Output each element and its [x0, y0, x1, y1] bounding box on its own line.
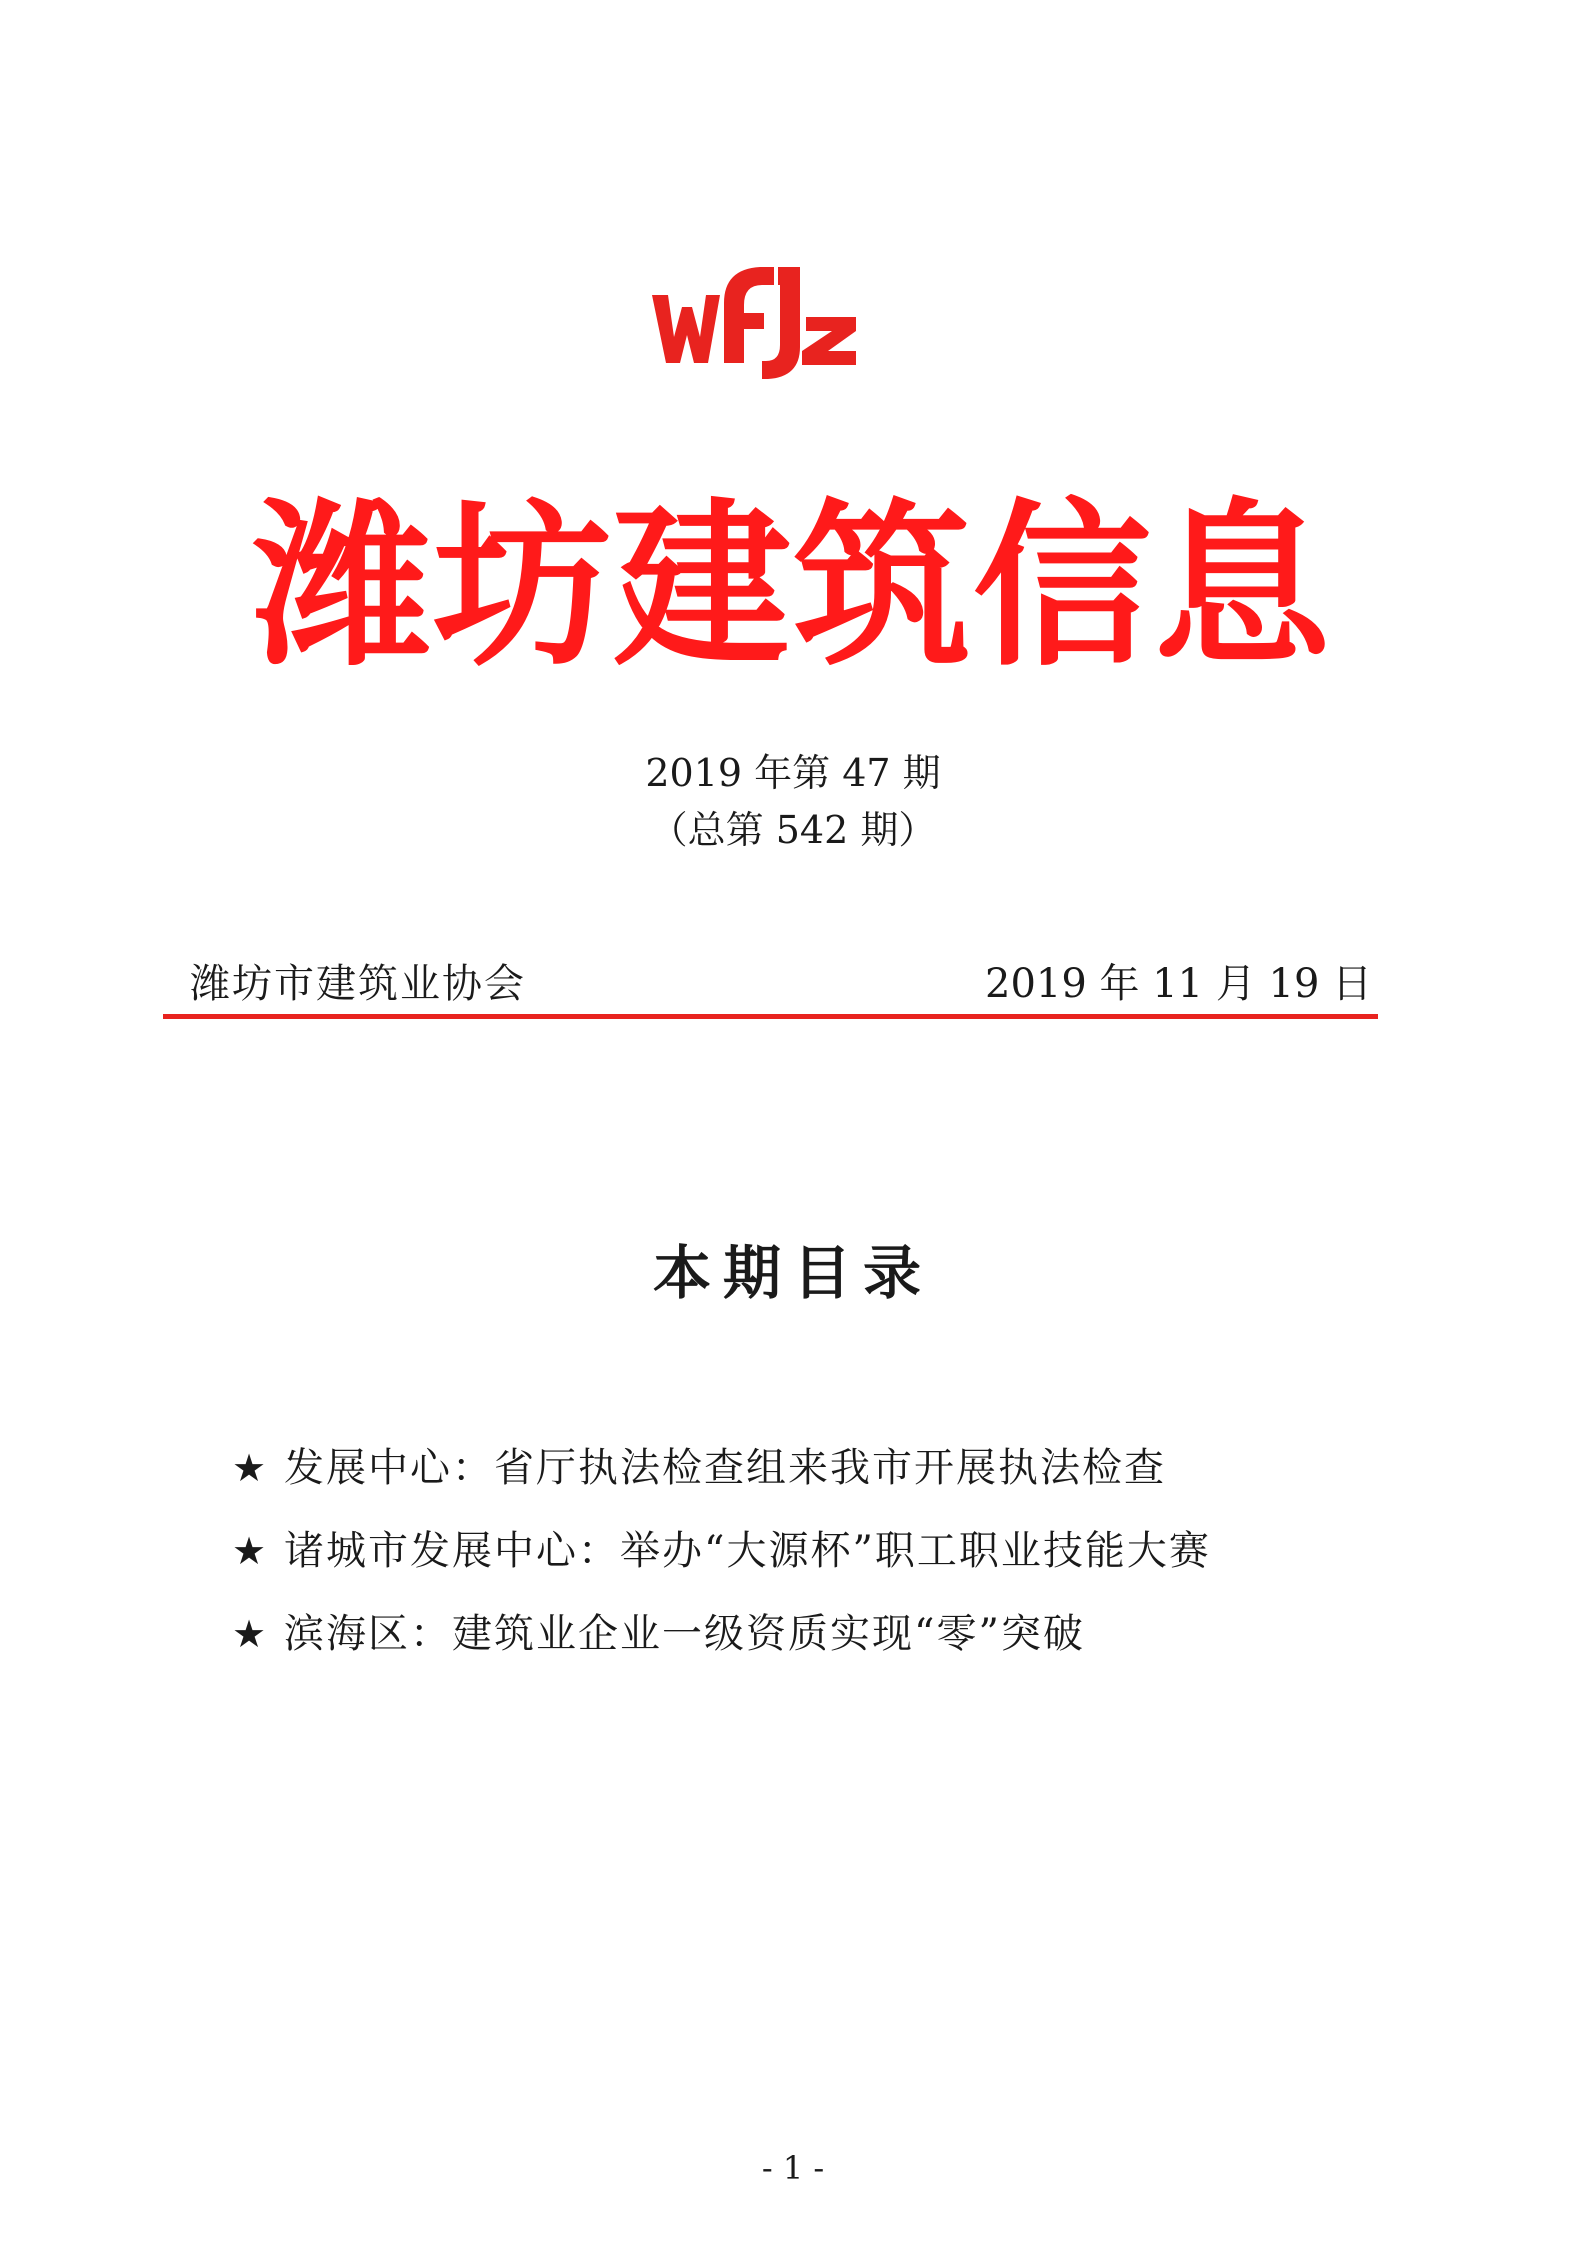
star-icon: ★	[232, 1612, 269, 1656]
issue-number: 2019 年第 47 期	[645, 751, 941, 795]
publication-masthead: 潍坊建筑信息	[253, 481, 1333, 690]
toc-item-text: 诸城市发展中心：举办“大源杯”职工职业技能大赛	[284, 1528, 1211, 1574]
red-divider-rule	[163, 1014, 1378, 1019]
toc-item-text: 滨海区：建筑业企业一级资质实现“零”突破	[284, 1611, 1085, 1657]
toc-item	[232, 1525, 1211, 1577]
toc-item	[232, 1442, 1211, 1494]
wfjz-logo	[650, 255, 860, 383]
toc-list	[232, 1442, 1211, 1691]
publisher-name: 潍坊市建筑业协会	[190, 961, 526, 1007]
total-issue-number: （总第 542 期）	[649, 808, 937, 852]
star-icon: ★	[232, 1446, 269, 1490]
star-icon: ★	[232, 1529, 269, 1573]
publication-date: 2019 年 11 月 19 日	[985, 961, 1373, 1007]
toc-item	[232, 1608, 1211, 1660]
page-number: - 1 -	[761, 2149, 825, 2187]
toc-heading: 本期目录	[652, 1239, 933, 1307]
toc-item-text: 发展中心：省厅执法检查组来我市开展执法检查	[284, 1445, 1166, 1491]
